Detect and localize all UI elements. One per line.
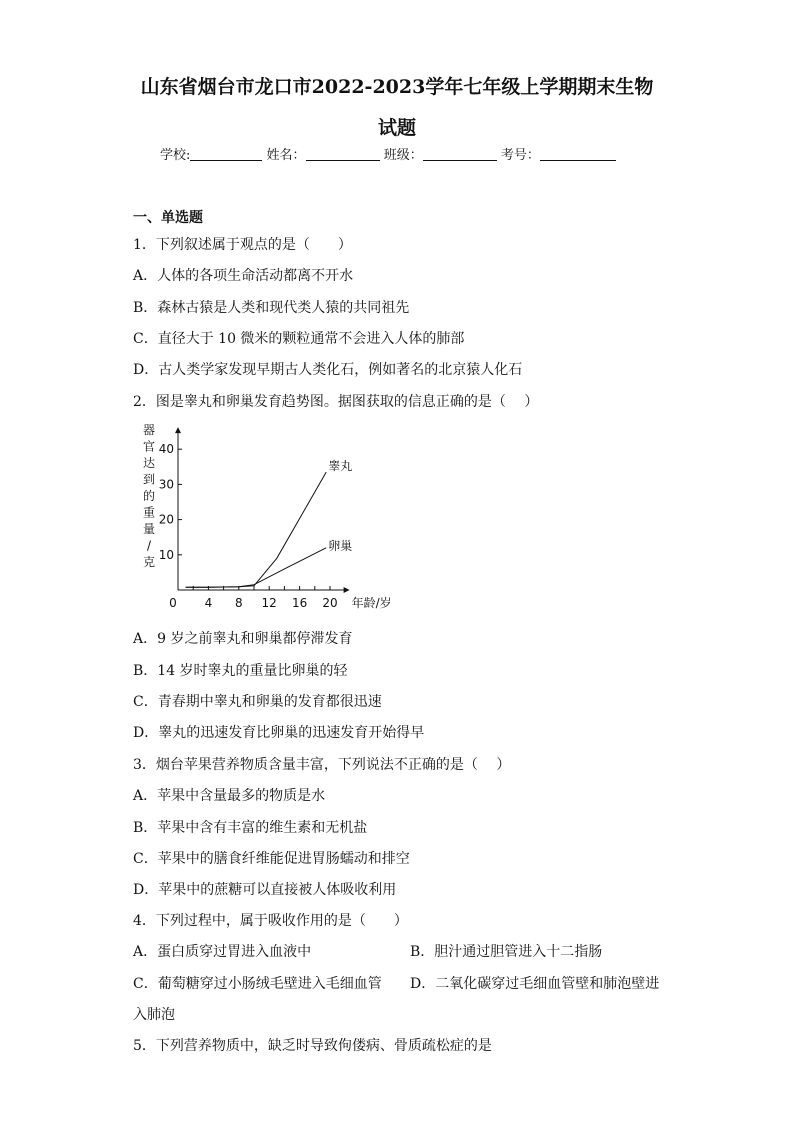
series-label-0: 睾丸 bbox=[328, 459, 353, 474]
y-ticks bbox=[159, 442, 182, 562]
class-blank bbox=[423, 147, 497, 161]
question-4-option-c: C．葡萄糖穿过小肠绒毛壁进入毛细血管 bbox=[133, 976, 382, 992]
y-label-char: / bbox=[146, 538, 152, 553]
y-tick-label: 10 bbox=[158, 547, 174, 562]
question-4-option-b: B．胆汁通过胆管进入十二指肠 bbox=[410, 944, 603, 960]
question-3-option-a: A．苹果中含量最多的物质是水 bbox=[133, 788, 326, 804]
y-axis-arrow bbox=[175, 427, 181, 433]
series-line-1 bbox=[186, 548, 327, 587]
question-2-option-c: C．青春期中睾丸和卵巢的发育都很迅速 bbox=[133, 694, 382, 710]
exam-number-blank bbox=[540, 147, 616, 161]
question-4-stem: 4．下列过程中，属于吸收作用的是（ ） bbox=[133, 913, 408, 929]
question-2-option-b: B．14 岁时睾丸的重量比卵巢的轻 bbox=[133, 663, 348, 679]
y-label-char: 器 bbox=[142, 423, 156, 437]
y-label-char: 达 bbox=[142, 456, 156, 470]
question-1-option-a: A．人体的各项生命活动都离不开水 bbox=[133, 268, 354, 284]
y-label-char: 重 bbox=[142, 505, 156, 520]
y-tick-label: 20 bbox=[158, 512, 174, 527]
x-tick-label: 4 bbox=[204, 596, 213, 610]
series-label-1: 卵巢 bbox=[328, 538, 353, 553]
series-line-0 bbox=[186, 472, 327, 587]
school-blank bbox=[190, 147, 262, 161]
question-1-option-b: B．森林古猿是人类和现代类人猿的共同祖先 bbox=[133, 300, 410, 316]
question-2-option-a: A．9 岁之前睾丸和卵巢都停滞发育 bbox=[133, 631, 353, 647]
y-label-char: 官 bbox=[142, 439, 156, 454]
class-label: 班级： bbox=[383, 148, 423, 163]
y-label-char: 到 bbox=[142, 472, 156, 487]
y-label-char: 量 bbox=[142, 522, 156, 536]
question-3-option-d: D．苹果中的蔗糖可以直接被人体吸收利用 bbox=[133, 882, 397, 898]
y-tick-label: 30 bbox=[158, 477, 174, 492]
question-3-option-b: B．苹果中含有丰富的维生素和无机盐 bbox=[133, 820, 368, 836]
y-label-char: 的 bbox=[142, 489, 156, 503]
school-label: 学校: bbox=[160, 148, 191, 163]
x-axis-arrow bbox=[344, 587, 350, 593]
question-1-stem: 1．下列叙述属于观点的是（ ） bbox=[133, 237, 352, 253]
x-tick-label: 8 bbox=[234, 596, 243, 610]
name-label: 姓名： bbox=[266, 148, 306, 163]
page-title-line2: 试题 bbox=[377, 117, 416, 139]
question-3-option-c: C．苹果中的膳食纤维能促进胃肠蠕动和排空 bbox=[133, 851, 410, 867]
page-title-line1: 山东省烟台市龙口市2022-2023学年七年级上学期期末生物 bbox=[140, 76, 654, 98]
question-4-option-a: A．蛋白质穿过胃进入血液中 bbox=[133, 944, 312, 960]
x-tick-label: 20 bbox=[322, 596, 338, 610]
question-3-stem: 3．烟台苹果营养物质含量丰富，下列说法不正确的是（ ） bbox=[133, 757, 511, 773]
x-tick-label: 16 bbox=[291, 596, 308, 610]
question-1-option-d: D．古人类学家发现早期古人类化石，例如著名的北京猿人化石 bbox=[133, 362, 523, 378]
y-axis-label bbox=[143, 423, 155, 569]
x-tick-label: 0 bbox=[169, 596, 177, 610]
question-1-option-c: C．直径大于 10 微米的颗粒通常不会进入人体的肺部 bbox=[133, 331, 465, 347]
name-blank bbox=[306, 147, 380, 161]
exam-number-label: 考号： bbox=[500, 148, 540, 163]
question-2-option-d: D．睾丸的迅速发育比卵巢的迅速发育开始得早 bbox=[133, 725, 425, 741]
question-5-stem: 5．下列营养物质中，缺乏时导致佝偻病、骨质疏松症的是 bbox=[133, 1038, 492, 1054]
y-tick-label: 40 bbox=[158, 442, 174, 457]
development-trend-chart bbox=[135, 418, 425, 618]
question-4-option-d: D．二氧化碳穿过毛细血管壁和肺泡壁进 bbox=[410, 976, 660, 992]
student-info-row bbox=[160, 144, 616, 163]
y-label-char: 克 bbox=[142, 555, 156, 569]
x-tick-label: 12 bbox=[261, 596, 277, 610]
question-2-stem: 2．图是睾丸和卵巢发育趋势图。据图获取的信息正确的是（ ） bbox=[133, 394, 539, 410]
x-axis-label: 年龄/岁 bbox=[351, 596, 392, 610]
section-heading: 一、单选题 bbox=[133, 210, 203, 226]
series-lines bbox=[186, 458, 353, 587]
question-4-option-d-continuation: 入肺泡 bbox=[133, 1007, 175, 1023]
